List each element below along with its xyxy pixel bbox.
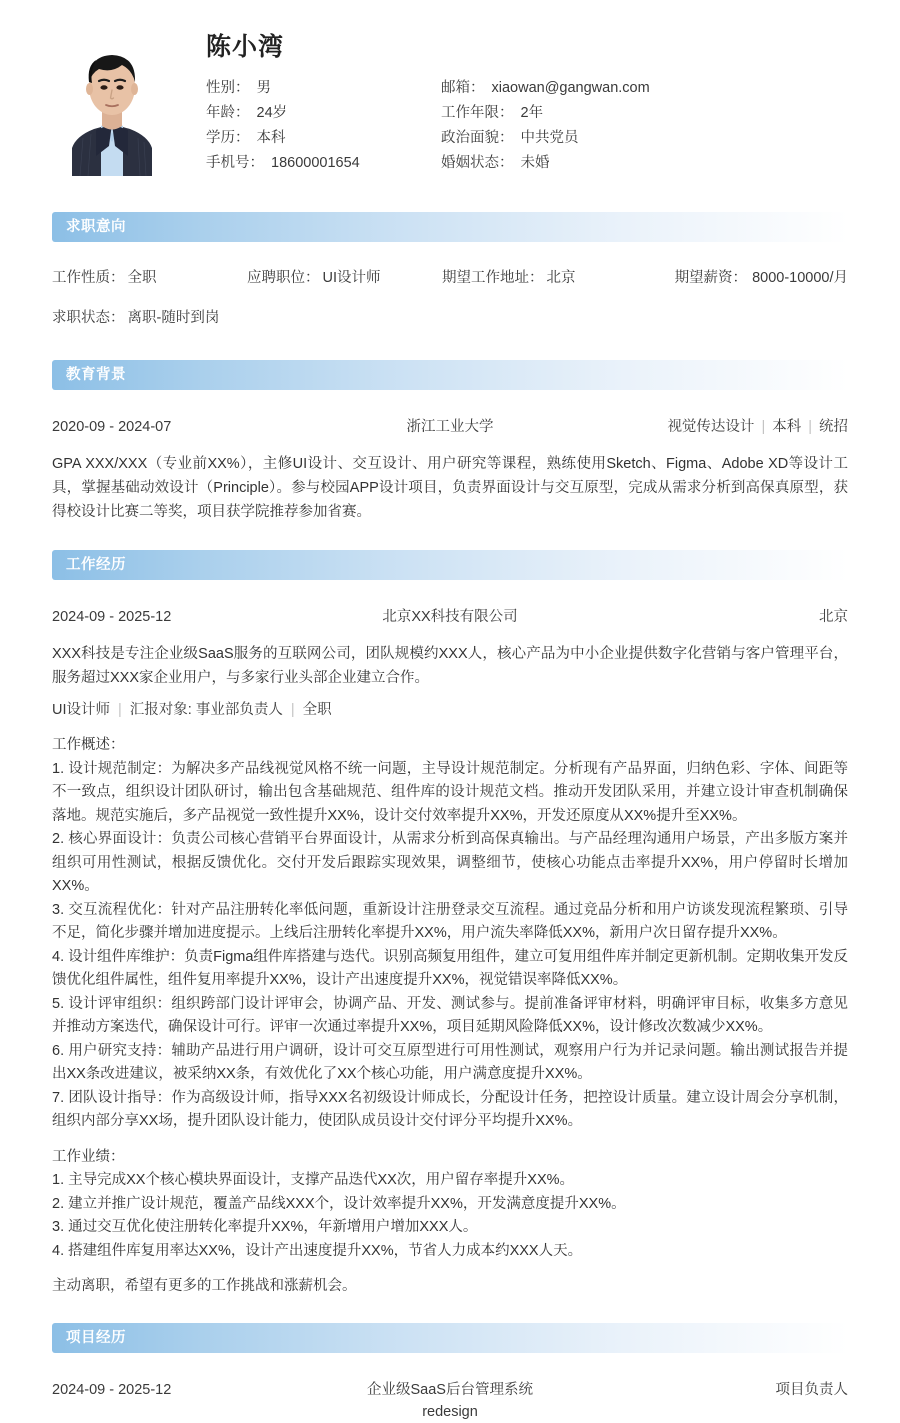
field-political-status-label: 政治面貌：	[441, 129, 514, 146]
field-education	[206, 126, 441, 151]
education-degree: 本科	[772, 419, 802, 435]
work-achievement-item: 3. 通过交互优化使注册转化率提升XX%，年新增用户增加XXX人。	[52, 1219, 478, 1235]
field-political-status-value: 中共党员	[520, 129, 579, 146]
work-location: 北京	[819, 609, 848, 625]
work-company: 北京XX科技有限公司	[382, 609, 518, 625]
field-job-status-label: 求职状态：	[52, 310, 125, 326]
field-applied-position	[247, 266, 442, 290]
education-date: 2020-09 - 2024-07	[52, 419, 172, 435]
field-job-type-value: 全职	[127, 270, 157, 286]
field-work-years-label: 工作年限：	[441, 104, 514, 121]
field-gender-value: 男	[256, 79, 271, 96]
education-school: 浙江工业大学	[406, 419, 494, 435]
work-date: 2024-09 - 2025-12	[52, 609, 172, 625]
field-phone-label: 手机号：	[206, 154, 264, 171]
field-applied-position-value: UI设计师	[322, 270, 381, 286]
profile-info-col-left	[206, 76, 441, 176]
job-intention-row-2	[52, 290, 848, 330]
field-job-status-value: 离职-随时到岗	[127, 310, 220, 326]
work-entry-row	[52, 606, 848, 628]
divider: |	[290, 702, 295, 718]
field-marital-status-label: 婚姻状态：	[441, 154, 514, 171]
field-expected-salary	[675, 266, 848, 290]
field-age	[206, 101, 441, 126]
field-email	[441, 76, 848, 101]
work-position-line	[52, 690, 848, 722]
field-gender	[206, 76, 441, 101]
work-achievement-title: 工作业绩：	[52, 1148, 125, 1165]
field-job-type	[52, 266, 247, 290]
field-marital-status-value: 未婚	[520, 154, 550, 171]
education-qualification	[548, 416, 848, 438]
avatar	[52, 30, 172, 176]
work-overview-title: 工作概述：	[52, 737, 125, 753]
field-work-years-value: 2年	[520, 104, 544, 121]
field-work-years	[441, 101, 848, 126]
work-overview-item: 1. 设计规范制定：为解决多产品线视觉风格不统一问题，主导设计规范制定。分析现有产品界面，归纳色彩、字体、间距等不一致点，组织设计团队研讨，输出包含基础规范、组件库的设计规范文档。推动开发团队采用，并建立设计审查机制确保落地。规范实施后，多产品视觉一致性提升XX%，设计交付效率提升XX%，开发还原度从XX%提升至XX%。	[52, 760, 848, 824]
field-job-type-label: 工作性质：	[52, 270, 125, 286]
divider: |	[118, 702, 122, 718]
education-description: GPA XXX/XXX（专业前XX%），主修UI设计、交互设计、用户研究等课程，熟练使用Sketch、Figma、Adobe XD等设计工具，掌握基础动效设计（Principle）。参与校园APP设计项目，负责界面设计与交互原型，完成从需求分析到高保真原型，获得校设计比赛二等奖，项目获学院推荐参加省赛。	[52, 456, 848, 520]
section-body-project	[0, 1353, 900, 1423]
work-job-type: 全职	[302, 702, 332, 718]
divider: |	[761, 419, 766, 435]
work-overview-item: 7. 团队设计指导：作为高级设计师，指导XXX名初级设计师成长，分配设计任务，把控设计质量。建立设计周会分享机制，组织内部分享XX场，提升团队设计能力，使团队成员设计交付评分平均提升XX%。	[52, 1089, 848, 1129]
work-overview-item: 3. 交互流程优化：针对产品注册转化率低问题，重新设计注册登录交互流程。通过竞品分析和用户访谈发现流程繁琐、引导不足，简化步骤并增加进度提示。上线后注册转化率提升XX%，用户流失率降低XX%，新用户次日留存提升XX%。	[52, 901, 848, 941]
project-name: 企业级SaaS后台管理系统redesign	[367, 1381, 533, 1420]
section-header-work: 工作经历	[52, 550, 848, 580]
education-major: 视觉传达设计	[667, 419, 755, 435]
field-phone	[206, 151, 441, 176]
field-applied-position-label: 应聘职位：	[247, 270, 320, 286]
education-entry-row	[52, 416, 848, 438]
field-expected-salary-value: 8000-10000/月	[752, 270, 848, 286]
field-expected-city-value: 北京	[546, 270, 576, 286]
section-header-project: 项目经历	[52, 1323, 848, 1353]
education-admission: 统招	[819, 419, 848, 435]
section-header-education: 教育背景	[52, 360, 848, 390]
profile-info-grid	[206, 76, 848, 176]
section-body-work	[0, 580, 900, 1299]
field-education-label: 学历：	[206, 129, 250, 146]
work-company-intro: XXX科技是专注企业级SaaS服务的互联网公司，团队规模约XXX人，核心产品为中小企业提供数字化营销与客户管理平台，服务超过XXX家企业用户，与多家行业头部企业建立合作。	[52, 646, 848, 686]
field-email-label: 邮箱：	[441, 79, 485, 96]
profile-header	[0, 0, 900, 176]
profile-info-col-right	[441, 76, 848, 176]
field-gender-label: 性别：	[206, 79, 250, 96]
work-achievement-item: 4. 搭建组件库复用率达XX%，设计产出速度提升XX%，节省人力成本约XXX人天。	[52, 1242, 583, 1259]
page-title: 陈小湾	[206, 33, 285, 61]
field-expected-city	[442, 266, 675, 290]
work-overview-item: 4. 设计组件库维护：负责Figma组件库搭建与迭代。识别高频复用组件，建立可复用组件库并制定更新机制。定期收集开发反馈优化组件属性，组件复用率提升XX%，设计产出速度提升XX%，视觉错误率降低XX%。	[52, 948, 848, 988]
field-phone-value: 18600001654	[271, 154, 360, 171]
work-achievement-item: 1. 主导完成XX个核心模块界面设计，支撑产品迭代XX次，用户留存率提升XX%。	[52, 1172, 575, 1188]
job-intention-row-1	[52, 266, 848, 290]
project-date: 2024-09 - 2025-12	[52, 1381, 172, 1398]
field-email-value: xiaowan@gangwan.com	[491, 79, 650, 96]
work-leave-reason: 主动离职，希望有更多的工作挑战和涨薪机会。	[52, 1278, 357, 1294]
project-entry-row	[52, 1379, 848, 1423]
work-report-to: 汇报对象: 事业部负责人	[129, 702, 283, 718]
section-body-education	[0, 390, 900, 524]
field-age-label: 年龄：	[206, 104, 250, 121]
work-overview-item: 2. 核心界面设计：负责公司核心营销平台界面设计，从需求分析到高保真输出。与产品经理沟通用户场景，产出多版方案并组织可用性测试，根据反馈优化。交付开发后跟踪实现效果，调整细节，使核心功能点击率提升XX%，用户停留时长增加XX%。	[52, 831, 848, 894]
field-expected-salary-label: 期望薪资：	[674, 270, 748, 286]
field-political-status	[441, 126, 848, 151]
section-header-job-intention: 求职意向	[52, 212, 848, 242]
work-overview-item: 5. 设计评审组织：组织跨部门设计评审会，协调产品、开发、测试参与。提前准备评审材料，明确评审目标，收集多方意见并推动方案迭代，确保设计可行。评审一次通过率提升XX%，项目延期风险降低XX%，设计修改次数减少XX%。	[52, 995, 848, 1035]
field-education-value: 本科	[256, 129, 286, 146]
divider: |	[808, 419, 812, 435]
section-body-job-intention	[0, 242, 900, 330]
project-role: 项目负责人	[775, 1381, 848, 1398]
work-position: UI设计师	[52, 702, 110, 718]
profile-details	[172, 30, 848, 176]
work-achievement-item: 2. 建立并推广设计规范，覆盖产品线XXX个，设计效率提升XX%，开发满意度提升XX%。	[52, 1195, 626, 1212]
field-marital-status	[441, 151, 848, 176]
field-age-value: 24岁	[256, 104, 288, 121]
field-expected-city-label: 期望工作地址：	[442, 270, 544, 286]
work-overview-item: 6. 用户研究支持：辅助产品进行用户调研，设计可交互原型进行可用性测试，观察用户行为并记录问题。输出测试报告并提出XX条改进建议，被采纳XX条，有效优化了XX个核心功能，用户满意度提升XX%。	[52, 1042, 848, 1082]
